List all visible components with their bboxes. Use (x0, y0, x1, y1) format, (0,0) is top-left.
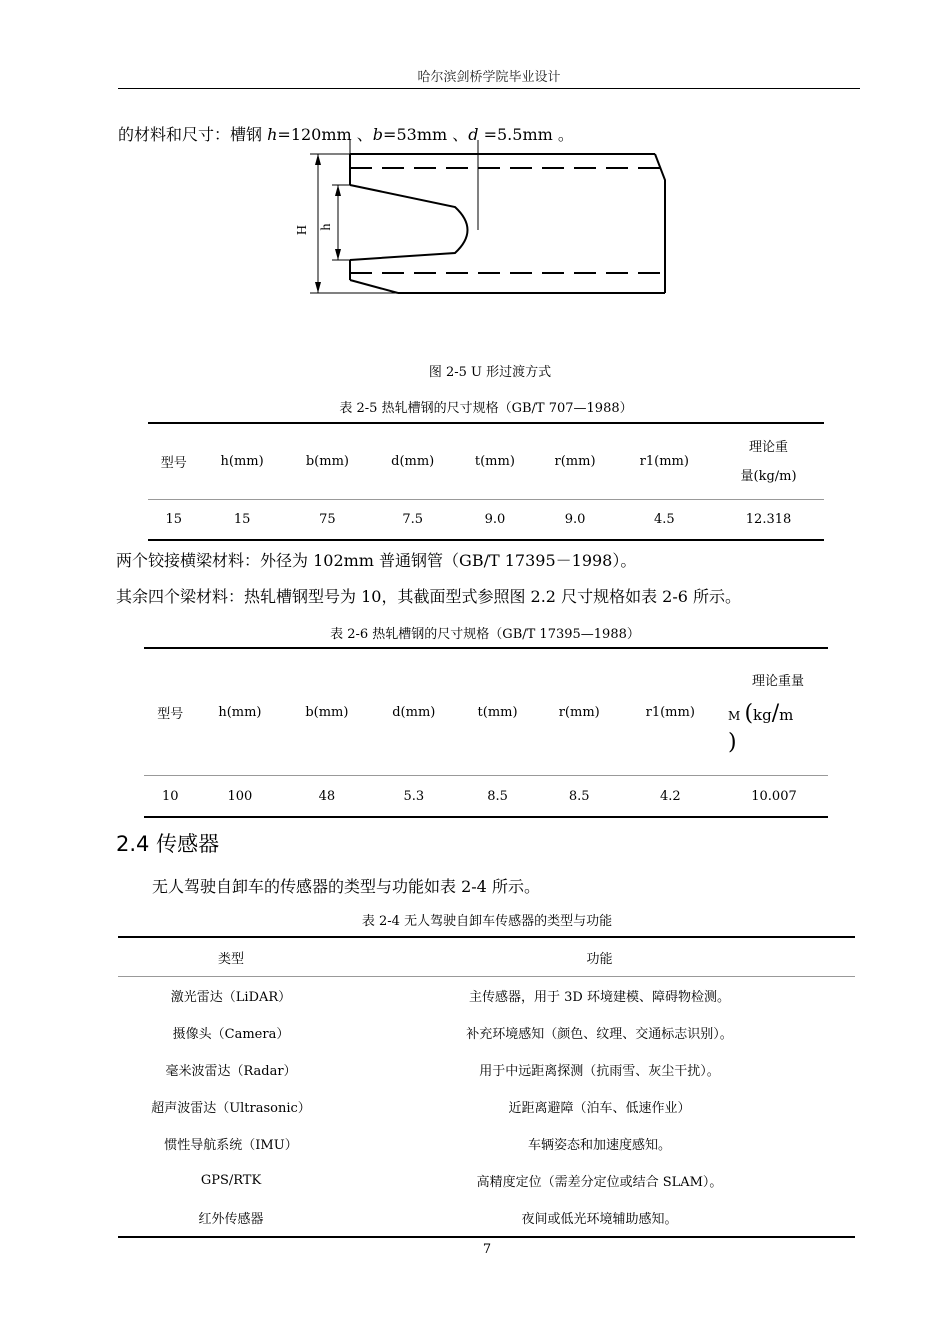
u-shape (350, 185, 468, 260)
t2-cell: 8.5 (568, 788, 590, 804)
t1-h-model: 型号 (148, 423, 199, 500)
t3-h-function: 功能 (344, 937, 855, 977)
t1-cell: 75 (319, 512, 336, 527)
intro-prefix: 的材料和尺寸：槽钢 (118, 125, 268, 144)
t2-h-slash: / (771, 700, 780, 726)
t2-cell: 10 (161, 788, 179, 804)
table-2-5 (148, 422, 824, 541)
t1-h-weight-l1: 理论重 (749, 439, 789, 455)
t3-function: 近距离避障（泊车、低速作业） (508, 1101, 691, 1116)
t2-cell: 10.007 (751, 788, 797, 804)
paragraph-crossbeam: 两个铰接横梁材料：外径为 102mm 普通钢管（GB/T 17395－1998）。 (116, 551, 637, 570)
t1-h-h: h(mm) (199, 423, 284, 500)
paragraph-sensors: 无人驾驶自卸车的传感器的类型与功能如表 2-4 所示。 (152, 877, 540, 896)
t3-function: 车辆姿态和加速度感知。 (527, 1138, 671, 1153)
t1-cell: 12.318 (745, 512, 792, 527)
val-b: =53mm 、 (383, 125, 469, 144)
table3-header-row (118, 937, 855, 977)
t2-h-model: 型号 (144, 648, 196, 776)
table-row (118, 1125, 855, 1162)
t1-h-weight (713, 423, 824, 500)
t3-function: 用于中远距离探测（抗雨雪、灰尘干扰）。 (479, 1064, 720, 1079)
t1-cell: 9.0 (564, 512, 586, 527)
t2-cell: 100 (227, 788, 253, 804)
table-row (118, 1014, 855, 1051)
dim-H-arrow-bottom (315, 282, 321, 293)
table-row (118, 1199, 855, 1237)
page-number: 7 (482, 1242, 492, 1257)
dim-H-arrow-top (315, 154, 321, 165)
table-row (144, 776, 828, 818)
t2-h-r1: r1(mm) (621, 648, 720, 776)
table-2-6 (144, 647, 828, 818)
var-b: b (372, 125, 384, 144)
dim-h-arrow-bottom (335, 249, 341, 260)
table-row (148, 500, 824, 541)
t1-cell: 15 (165, 512, 182, 527)
t2-h-b: b(mm) (283, 648, 370, 776)
section-heading: 2.4 传感器 (116, 832, 220, 856)
t2-h-kg: kg (753, 705, 772, 724)
header-rule (118, 88, 860, 89)
t3-type: 惯性导航系统（IMU） (164, 1138, 298, 1153)
t3-type: 毫米波雷达（Radar） (165, 1064, 297, 1079)
table-row (118, 977, 855, 1015)
t2-h-weight-M: M (728, 708, 741, 723)
label-H: H (295, 224, 310, 236)
t3-function: 夜间或低光环境辅助感知。 (521, 1212, 678, 1227)
t3-function: 补充环境感知（颜色、纹理、交通标志识别）。 (466, 1027, 733, 1042)
t1-cell: 15 (233, 512, 251, 527)
val-d: =5.5mm 。 (478, 125, 574, 144)
table-row (118, 1088, 855, 1125)
t2-cell: 48 (318, 788, 336, 804)
table3-caption: 表 2-4 无人驾驶自卸车传感器的类型与功能 (361, 914, 613, 929)
t1-h-t: t(mm) (455, 423, 534, 500)
table1-caption: 表 2-5 热轧槽钢的尺寸规格（GB/T 707—1988） (339, 401, 633, 416)
t3-type: 超声波雷达（Ultrasonic） (151, 1101, 311, 1116)
t2-h-paren-close: ) (728, 729, 737, 755)
t1-h-r: r(mm) (534, 423, 615, 500)
table1-header-row (148, 423, 824, 500)
t2-cell: 8.5 (487, 788, 508, 804)
t1-cell: 9.0 (484, 512, 506, 527)
t1-h-b: b(mm) (285, 423, 370, 500)
t2-h-r: r(mm) (538, 648, 621, 776)
var-h: h (267, 125, 278, 144)
t3-function: 高精度定位（需差分定位或结合 SLAM）。 (476, 1175, 723, 1190)
t3-function: 主传感器，用于 3D 环境建模、障碍物检测。 (469, 990, 730, 1005)
t1-cell: 7.5 (402, 512, 424, 527)
bottom-left-bevel (350, 280, 398, 293)
val-h: =120mm 、 (277, 125, 373, 144)
t2-h-paren-open: ( (744, 700, 754, 726)
dim-h-arrow-top (335, 185, 341, 196)
t3-h-type: 类型 (118, 937, 344, 977)
t2-cell: 4.2 (659, 788, 681, 804)
t2-cell: 5.3 (403, 788, 425, 804)
t3-type: GPS/RTK (200, 1173, 262, 1188)
t2-h-weight-l1: 理论重量 (751, 673, 804, 689)
page-header-title: 哈尔滨剑桥学院毕业设计 (417, 70, 561, 85)
table-row (118, 1162, 855, 1199)
paragraph-beams: 其余四个梁材料：热轧槽钢型号为 10，其截面型式参照图 2.2 尺寸规格如表 2-6 所示。 (116, 587, 742, 606)
t2-h-m: m (779, 705, 794, 724)
t2-h-t: t(mm) (457, 648, 538, 776)
label-h: h (319, 223, 334, 231)
t1-h-d: d(mm) (370, 423, 455, 500)
var-d: d (468, 125, 479, 144)
u-transition-figure (290, 135, 680, 305)
t2-h-weight (720, 648, 828, 776)
table2-caption: 表 2-6 热轧槽钢的尺寸规格（GB/T 17395—1988） (330, 627, 640, 642)
table2-header-row (144, 648, 828, 776)
t1-h-r1: r1(mm) (616, 423, 713, 500)
t3-type: 红外传感器 (198, 1212, 264, 1227)
t1-h-weight-l2: 量(kg/m) (740, 468, 797, 484)
figure-caption: 图 2-5 U 形过渡方式 (428, 365, 552, 380)
t1-cell: 4.5 (653, 512, 675, 527)
table-row (118, 1051, 855, 1088)
t2-h-d: d(mm) (370, 648, 457, 776)
t3-type: 激光雷达（LiDAR） (170, 990, 292, 1005)
t2-h-h: h(mm) (196, 648, 283, 776)
table-2-4 (118, 936, 855, 1238)
t3-type: 摄像头（Camera） (172, 1027, 290, 1042)
